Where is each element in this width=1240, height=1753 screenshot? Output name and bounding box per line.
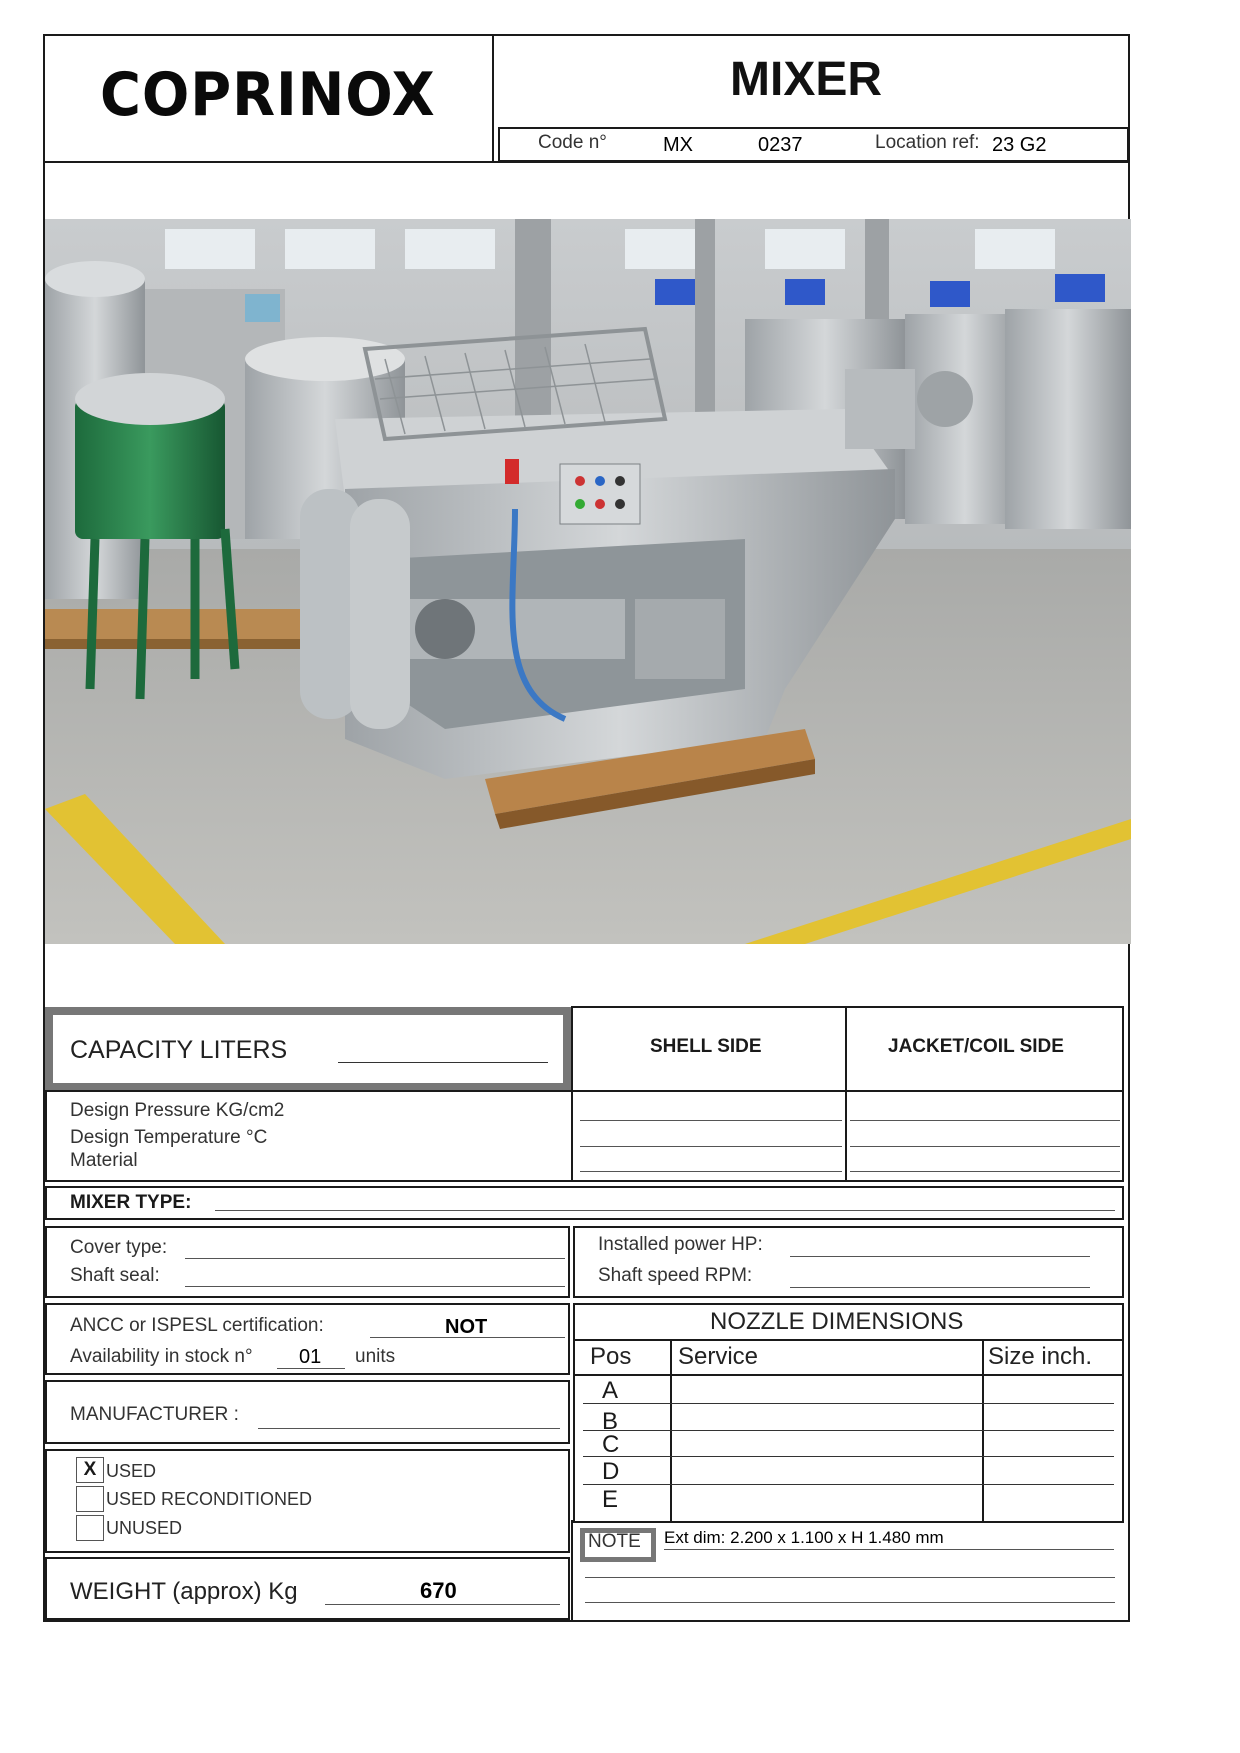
unused-label: UNUSED <box>106 1518 183 1538</box>
nozzle-row-line-c <box>583 1456 1114 1457</box>
code-label: Code n° <box>538 132 607 153</box>
material-label: Material <box>70 1150 138 1171</box>
note-line-1 <box>664 1549 1114 1550</box>
nozzle-col-divider-1 <box>670 1339 672 1523</box>
nozzle-row-line-a <box>583 1403 1114 1404</box>
photo-icon <box>45 219 1131 944</box>
used-label: USED <box>106 1461 157 1481</box>
nozzle-row-line-d <box>583 1484 1114 1485</box>
used-checkbox[interactable]: X <box>76 1457 104 1483</box>
nozzle-col-service: Service <box>678 1343 759 1370</box>
location-label: Location ref: <box>875 132 980 153</box>
nozzle-header-divider <box>573 1374 1124 1376</box>
stock-value: 01 <box>299 1346 322 1368</box>
note-line-3 <box>585 1602 1115 1603</box>
cover-type-line <box>185 1258 565 1259</box>
manufacturer-line <box>258 1428 560 1429</box>
shell-pressure-line <box>580 1120 842 1121</box>
unused-checkbox[interactable] <box>76 1515 104 1541</box>
mixer-type-line <box>215 1210 1115 1211</box>
weight-value: 670 <box>420 1578 457 1603</box>
certification-value: NOT <box>445 1316 488 1338</box>
nozzle-row-line-b <box>583 1430 1114 1431</box>
code-number: 0237 <box>758 134 803 156</box>
nozzle-title: NOZZLE DIMENSIONS <box>710 1308 964 1335</box>
lower-column-divider <box>571 1520 573 1622</box>
nozzle-title-divider <box>573 1339 1124 1341</box>
stock-unit: units <box>355 1346 396 1367</box>
code-prefix: MX <box>663 134 693 156</box>
design-pressure-label: Design Pressure KG/cm2 <box>70 1100 285 1121</box>
installed-power-label: Installed power HP: <box>598 1234 763 1255</box>
shaft-speed-line <box>790 1287 1090 1288</box>
nozzle-col-divider-2 <box>982 1339 984 1523</box>
location-value: 23 G2 <box>992 134 1047 156</box>
nozzle-col-size: Size inch. <box>988 1343 1093 1370</box>
jacket-temperature-line <box>850 1146 1120 1147</box>
capacity-value-line <box>338 1062 548 1063</box>
manufacturer-label: MANUFACTURER : <box>70 1404 239 1425</box>
jacket-material-line <box>850 1171 1120 1172</box>
shell-material-line <box>580 1171 842 1172</box>
installed-power-line <box>790 1256 1090 1257</box>
shell-side-header: SHELL SIDE <box>650 1036 762 1057</box>
used-reconditioned-label: USED RECONDITIONED <box>106 1489 313 1509</box>
capacity-label: CAPACITY LITERS <box>70 1036 288 1064</box>
nozzle-row-e: E <box>602 1486 619 1513</box>
jacket-side-header: JACKET/COIL SIDE <box>888 1036 1064 1057</box>
jacket-pressure-line <box>850 1120 1120 1121</box>
nozzle-row-c: C <box>602 1431 620 1458</box>
nozzle-col-pos: Pos <box>590 1343 632 1370</box>
stock-label: Availability in stock n° <box>70 1346 253 1367</box>
mixer-type-row <box>45 1186 1124 1220</box>
nozzle-row-a: A <box>602 1377 619 1404</box>
product-photo <box>45 219 1131 944</box>
shaft-speed-label: Shaft speed RPM: <box>598 1265 753 1286</box>
page-title: MIXER <box>730 53 883 106</box>
shaft-seal-line <box>185 1286 565 1287</box>
cover-type-label: Cover type: <box>70 1237 168 1258</box>
weight-line <box>325 1604 560 1605</box>
note-text: Ext dim: 2.200 x 1.100 x H 1.480 mm <box>664 1528 944 1547</box>
company-logo: COPRINOX <box>100 60 436 130</box>
shell-temperature-line <box>580 1146 842 1147</box>
mixer-type-label: MIXER TYPE: <box>70 1192 192 1213</box>
used-reconditioned-checkbox[interactable] <box>76 1486 104 1512</box>
design-temperature-label: Design Temperature °C <box>70 1127 268 1148</box>
shaft-seal-label: Shaft seal: <box>70 1265 160 1286</box>
design-divider <box>571 1090 573 1182</box>
nozzle-table <box>573 1303 1124 1523</box>
certification-label: ANCC or ISPESL certification: <box>70 1315 324 1336</box>
header-divider-vertical <box>492 34 494 162</box>
note-line-2 <box>585 1577 1115 1578</box>
nozzle-row-d: D <box>602 1458 620 1485</box>
nozzle-row-b: B <box>602 1408 619 1435</box>
note-label: NOTE <box>588 1531 641 1552</box>
weight-label: WEIGHT (approx) Kg <box>70 1578 298 1605</box>
